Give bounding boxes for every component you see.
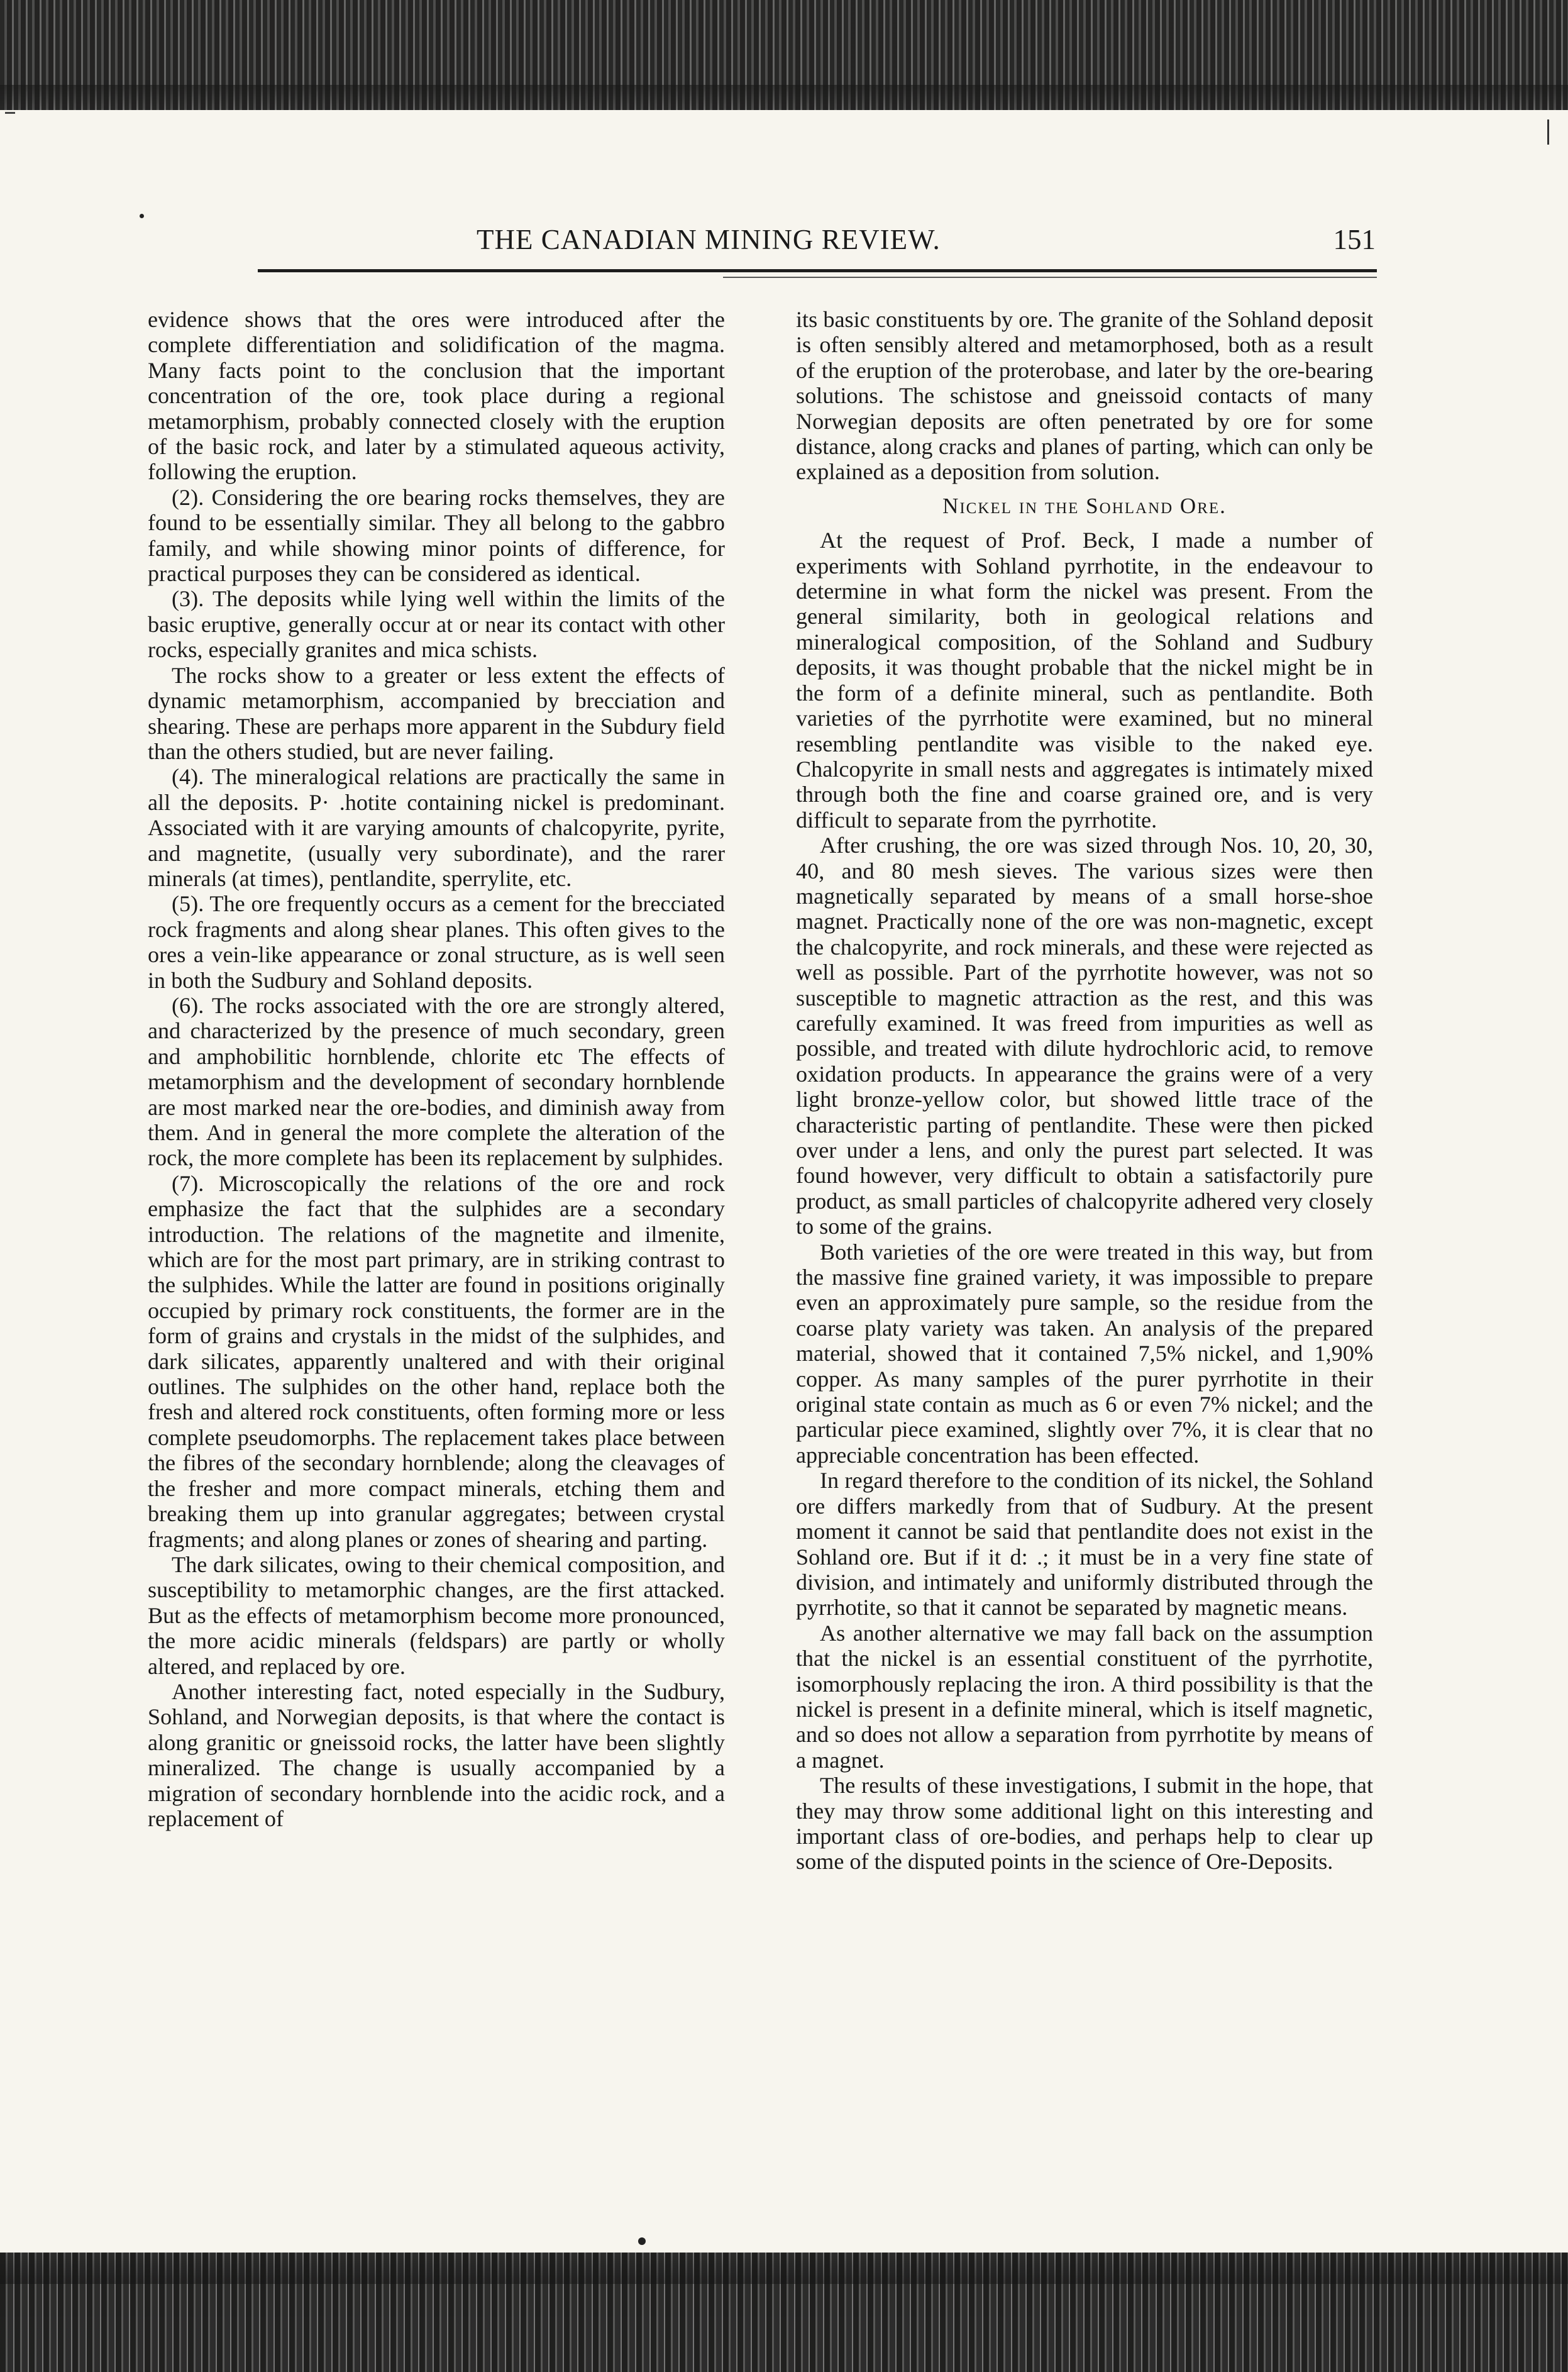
paragraph: (3). The deposits while lying well within the limits of the basic eruptive, generally occur at or near its contact with other rocks, especially granites and mica schists. (148, 586, 725, 663)
paragraph: (5). The ore frequently occurs as a cement for the brecciated rock fragments and along shear planes. This often gives to the ores a vein-like appearance or zonal structure, as is well seen in both the Sudbury and Sohland deposits. (148, 891, 725, 993)
paragraph: In regard therefore to the condition of its nickel, the Sohland ore differs markedly from that of Sudbury. At the present moment it cannot be said that pentlandite does not exist in the Sohland ore. But if it d: .; it must be in a very fine state of division, and intimately and uniformly distributed through the pyrrhotite, so that it cannot be separated by magnetic means. (796, 1468, 1373, 1621)
paragraph: The rocks show to a greater or less extent the effects of dynamic metamorphism, accompanied by brecciation and shearing. These are perhaps more apparent in the Subdury field than the others studied, but are never failing. (148, 662, 725, 764)
paragraph: Another interesting fact, noted especially in the Sudbury, Sohland, and Norwegian deposits, is that where the contact is along granitic or gneissoid rocks, the latter have been slightly mineralized. The change is usually accompanied by a migration of secondary hornblende into the acidic rock, and a replacement of (148, 1678, 725, 1831)
section-heading: Nickel in the Sohland Ore. (942, 493, 1227, 518)
running-title: THE CANADIAN MINING REVIEW. (477, 224, 941, 255)
paragraph: At the request of Prof. Beck, I made a number of experiments with Sohland pyrrhotite, in the endeavour to determine in what form the nickel was present. From the general similarity, both in geological relations and mineralogical composition, of the Sohland and Sudbury deposits, it was thought probable that the nickel might be in the form of a definite mineral, such as pentlandite. Both varieties of the pyrrhotite were examined, but no mineral resembling pentlandite was visible to the naked eye. Chalcopyrite in small nests and aggregates is intimately mixed through both the fine and coarse grained ore, and is very difficult to separate from the pyrrhotite. (796, 528, 1373, 833)
paragraph: As another alternative we may fall back on the assumption that the nickel is an essential constituent of the pyrrhotite, isomorphously replacing the iron. A third possibility is that the nickel is present in a definite mineral, which is itself magnetic, and so does not allow a separation from pyrrhotite by means of a magnet. (796, 1620, 1373, 1773)
header-rule (258, 269, 1377, 272)
right-column (796, 307, 1373, 1875)
left-column (148, 307, 725, 1831)
page-header (150, 223, 1376, 261)
paragraph: (7). Microscopically the relations of the ore and rock emphasize the fact that the sulphides are a secondary introduction. The relations of the magnetite and ilmenite, which are for the most part primary, are in striking contrast to the sulphides. While the latter are found in positions originally occupied by primary rock constituents, the former are in the form of grains and crystals in the midst of the sulphides, and dark silicates, apparently unaltered and with their original outlines. The sulphides on the other hand, replace both the fresh and altered rock constituents, often forming more or less complete pseudomorphs. The replacement takes place between the fibres of the secondary hornblende; along the cleavages of the fresher and more compact minerals, etching them and breaking them up into granular aggregates; between crystal fragments; and along planes or zones of shearing and parting. (148, 1170, 725, 1552)
paragraph: Both varieties of the ore were treated in this way, but from the massive fine grained variety, it was impossible to prepare even an approximately pure sample, so the residue from the coarse platy variety was taken. An analysis of the prepared material, showed that it contained 7,5% nickel, and 1,90% copper. As many samples of the purer pyrrhotite in their original state contain as much as 6 or even 7% nickel; and the particular piece examined, slightly over 7%, it is clear that no appreciable concentration has been effected. (796, 1239, 1373, 1468)
scan-edge-mark (5, 112, 15, 114)
header-rule-thin (723, 277, 1377, 278)
paragraph: After crushing, the ore was sized through Nos. 10, 20, 30, 40, and 80 mesh sieves. The various sizes were then magnetically separated by means of a small horse-shoe magnet. Practically none of the ore was non-magnetic, except the chalcopyrite, and rock minerals, and these were rejected as well as possible. Part of the pyrrhotite however, was not so susceptible to magnetic attraction as the rest, and this was carefully examined. It was freed from impurities as well as possible, and treated with dilute hydrochloric acid, to remove oxidation products. In appearance the grains were of a very light bronze-yellow color, but showed little trace of the characteristic parting of pentlandite. These were then picked over under a lens, and only the purest part selected. It was found however, very difficult to obtain a satisfactorily pure product, as small particles of chalcopyrite adhered very closely to some of the grains. (796, 833, 1373, 1239)
paragraph: The results of these investigations, I submit in the hope, that they may throw some additional light on this interesting and important class of ore-bodies, and perhaps help to clear up some of the disputed points in the science of Ore-Deposits. (796, 1773, 1373, 1875)
paragraph: The dark silicates, owing to their chemical composition, and susceptibility to metamorphic changes, are the first attacked. But as the effects of metamorphism become more pronounced, the more acidic minerals (feldspars) are partly or wholly altered, and replaced by ore. (148, 1551, 725, 1679)
page-number: 151 (1333, 224, 1376, 255)
paragraph: its basic constituents by ore. The granite of the Sohland deposit is often sensibly altered and metamorphosed, both as a result of the eruption of the proterobase, and later by the ore-bearing solutions. The schistose and gneissoid contacts of many Norwegian deposits are often penetrated by ore for some distance, along cracks and planes of parting, which can only be explained as a deposition from solution. (796, 307, 1373, 485)
paragraph: (6). The rocks associated with the ore are strongly altered, and characterized by the presence of much secondary, green and amphobilitic hornblende, chlorite etc The effects of metamorphism and the development of secondary hornblende are most marked near the ore-bodies, and diminish away from them. And in general the more complete the alteration of the rock, the more complete has been its replacement by sulphides. (148, 992, 725, 1171)
paragraph: evidence shows that the ores were introduced after the complete differentiation and solidification of the magma. Many facts point to the conclusion that the important concentration of the ore, took place during a regional metamorphism, probably connected closely with the eruption of the basic rock, and later by a stimulated aqueous activity, following the eruption. (148, 307, 725, 485)
scan-border-bottom (0, 2253, 1568, 2372)
paragraph: (2). Considering the ore bearing rocks themselves, they are found to be essentially similar. They all belong to the gabbro family, and while showing minor points of difference, for practical purposes they can be considered as identical. (148, 484, 725, 587)
scan-border-top (0, 0, 1568, 110)
scan-edge-mark-right (1547, 119, 1549, 145)
paragraph: (4). The mineralogical relations are practically the same in all the deposits. P· .hotite containing nickel is predominant. Associated with it are varying amounts of chalcopyrite, pyrite, and magnetite, (usually very subordinate), and the rarer minerals (at times), pentlandite, sperrylite, etc. (148, 764, 725, 891)
ink-speck (140, 214, 144, 218)
ink-speck (638, 2237, 646, 2245)
